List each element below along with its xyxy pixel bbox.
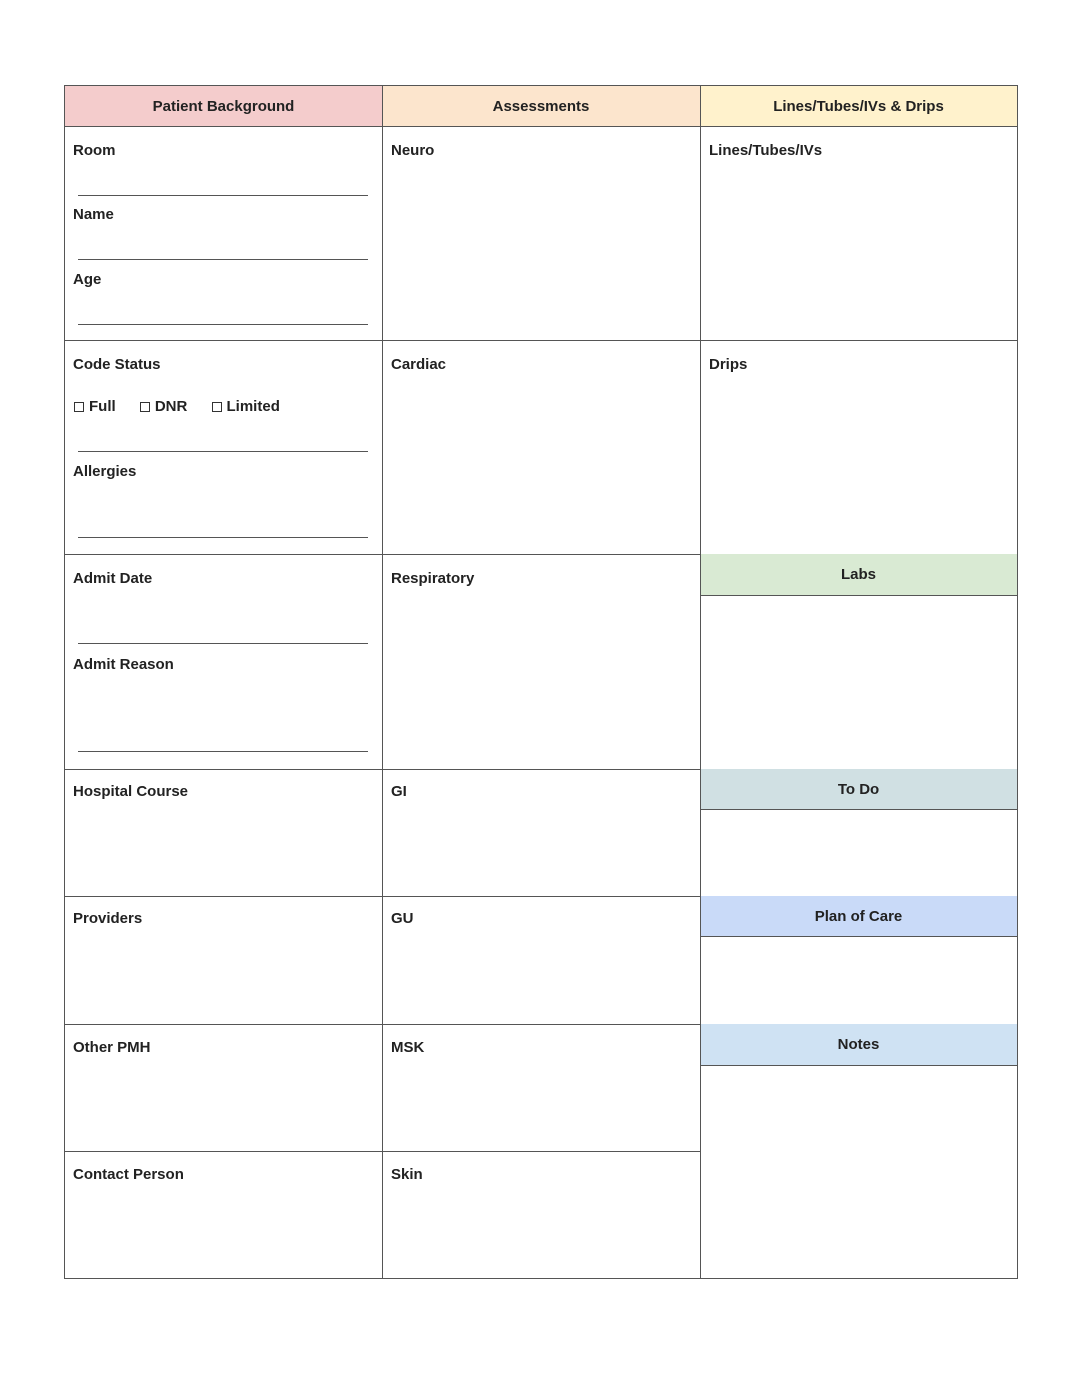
row-line [65,1024,700,1025]
msk-label: MSK [391,1039,425,1056]
other-pmh-label: Other PMH [73,1039,151,1056]
code-option-full[interactable]: Full [74,398,116,416]
respiratory-label: Respiratory [391,570,475,587]
cardiac-label: Cardiac [391,356,447,373]
header-patient-background: Patient Background [65,86,382,127]
name-write-line[interactable] [78,259,368,260]
providers-label: Providers [73,910,143,927]
row-line [65,554,700,555]
header-lines-drips: Lines/Tubes/IVs & Drips [700,86,1017,127]
column-divider-2 [700,86,701,1278]
lines-tubes-ivs-label: Lines/Tubes/IVs [709,142,823,159]
hospital-course-label: Hospital Course [73,783,189,800]
admit-reason-write-line[interactable] [78,751,368,752]
allergies-label: Allergies [73,463,137,480]
gu-label: GU [391,910,414,927]
checkbox-icon[interactable] [74,402,84,412]
code-status-label: Code Status [73,356,161,373]
checkbox-icon[interactable] [212,402,222,412]
code-status-options [74,398,300,417]
notes-header: Notes [700,1024,1017,1066]
header-assessments: Assessments [382,86,700,127]
code-status-write-line[interactable] [78,451,368,452]
row-line [65,896,700,897]
room-write-line[interactable] [78,195,368,196]
age-label: Age [73,271,102,288]
drips-label: Drips [709,356,748,373]
labs-header: Labs [700,554,1017,596]
row-line [65,1151,700,1152]
row-line [65,769,700,770]
contact-person-label: Contact Person [73,1166,184,1183]
todo-header: To Do [700,769,1017,810]
code-option-limited[interactable]: Limited [212,398,280,416]
name-label: Name [73,206,114,223]
admit-date-write-line[interactable] [78,643,368,644]
report-sheet [64,85,1018,1279]
room-label: Room [73,142,116,159]
row-line [65,340,700,341]
admit-reason-label: Admit Reason [73,656,174,673]
row-line [700,340,1017,341]
allergies-write-line[interactable] [78,537,368,538]
skin-label: Skin [391,1166,423,1183]
age-write-line[interactable] [78,324,368,325]
column-divider-1 [382,86,383,1278]
plan-of-care-header: Plan of Care [700,896,1017,937]
code-option-dnr[interactable]: DNR [140,398,188,416]
admit-date-label: Admit Date [73,570,153,587]
neuro-label: Neuro [391,142,435,159]
gi-label: GI [391,783,407,800]
checkbox-icon[interactable] [140,402,150,412]
